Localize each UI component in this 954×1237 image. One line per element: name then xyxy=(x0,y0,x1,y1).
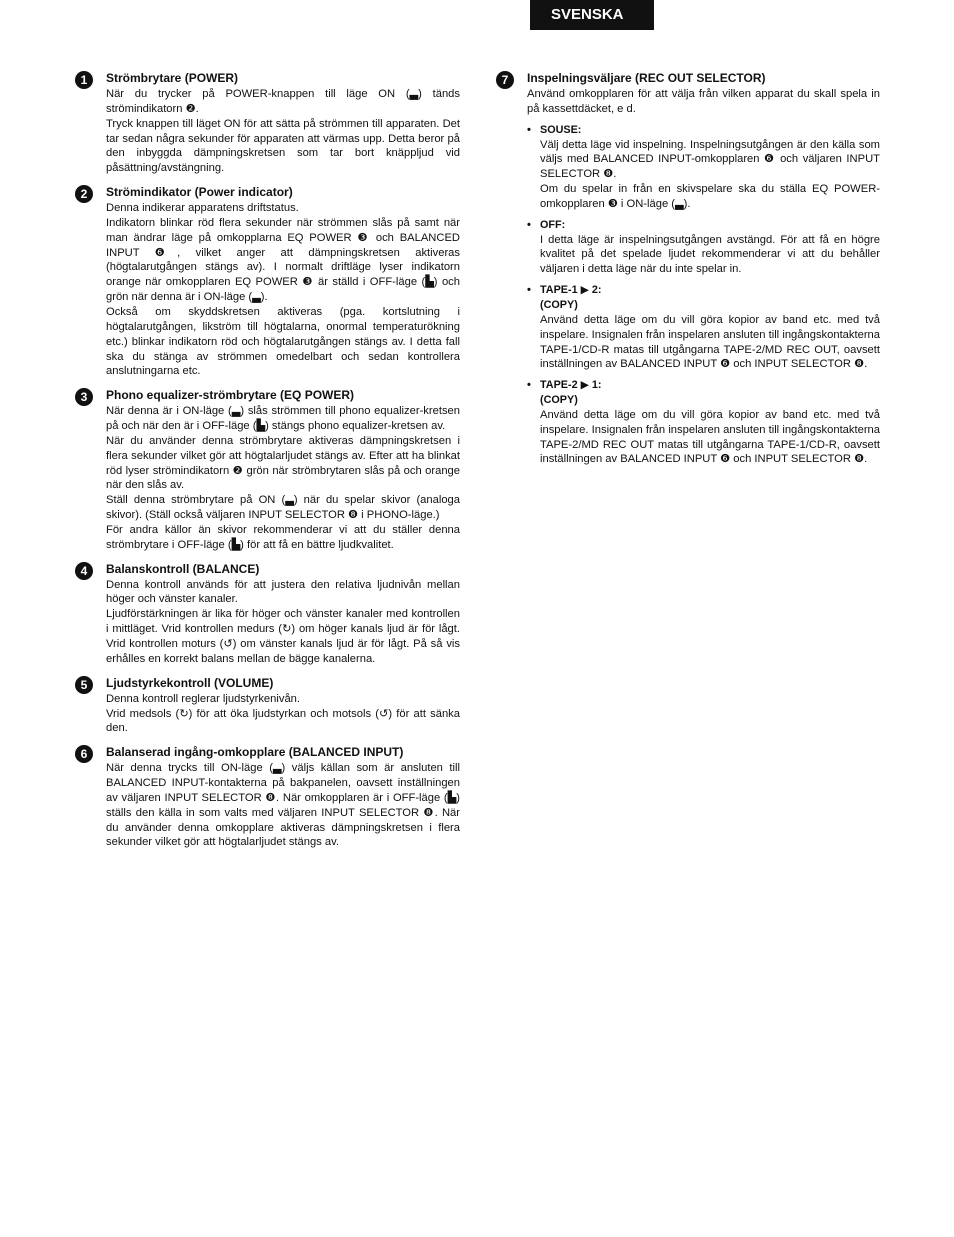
paragraph: När denna är i ON-läge (▃) slås strömmen till phono equalizer-kretsen på och när den är i OFF-läge (▙) stängs phono equalizer-kretsen av. xyxy=(106,405,460,433)
section-heading: Strömindikator (Power indicator) xyxy=(106,185,293,200)
bullet-title: SOUSE: xyxy=(540,123,582,136)
bullet-off xyxy=(527,218,880,277)
section-heading: Balanserad ingång-omkopplare (BALANCED INPUT) xyxy=(106,745,404,760)
paragraph: För andra källor än skivor rekommenderar vi att du ställer denna strömbrytare i OFF-läge (▙) för att få en bättre ljudkvalitet. xyxy=(106,523,460,551)
section-power-indicator xyxy=(75,184,460,379)
bullet-dot-icon: • xyxy=(527,379,531,392)
paragraph: Använd detta läge om du vill göra kopior av band etc. med två inspelare. Insignalen från inspelaren ansluten till ingångskontakterna TAPE-2/MD REC OUT matas till utgångarna TAPE-1/CD-R, oavsett inställningen av BALANCED INPUT ❻ och INPUT SELECTOR ❽. xyxy=(540,408,880,466)
section-heading: Strömbrytare (POWER) xyxy=(106,71,239,85)
section-number: 5 xyxy=(75,676,93,694)
section-rec-out-selector xyxy=(496,70,880,467)
section-number: 1 xyxy=(75,71,93,89)
bullet-title: OFF: xyxy=(540,218,566,231)
bullet-dot-icon: • xyxy=(527,218,531,231)
section-volume xyxy=(75,675,460,737)
paragraph: När denna trycks till ON-läge (▃) väljs källan som är ansluten till BALANCED INPUT-kontakterna på bakpanelen, oavsett inställningen av väljaren INPUT SELECTOR ❽. När omkopplaren är i OFF-läge (▙) ställs den källa in som valts med väljaren INPUT SELECTOR ❽. När du använder denna omkopplare aktiveras dämpningskretsen i flera sekunder vilket gör att högtalarljudet stängs av. xyxy=(106,762,460,849)
section-number: 7 xyxy=(496,71,514,89)
paragraph: Denna kontroll används för att justera den relativa ljudnivån mellan höger och vänster kanaler. xyxy=(106,578,460,606)
section-heading: Phono equalizer-strömbrytare (EQ POWER) xyxy=(106,388,355,403)
paragraph: När du använder denna strömbrytare aktiveras dämpningskretsen i flera sekunder vilket gör att högtalarljudet stängs av. Efter att ha blinkat röd lyser strömindikatorn ❷ grön när strömbrytaren slås på och orange när den slås av. xyxy=(106,434,460,492)
paragraph: Denna indikerar apparatens driftstatus. xyxy=(106,202,299,215)
section-heading: Inspelningsväljare (REC OUT SELECTOR) xyxy=(527,71,766,85)
bullet-title: TAPE-1 ▶ 2: xyxy=(540,284,602,297)
section-power-switch xyxy=(75,70,460,176)
left-column xyxy=(75,70,460,858)
section-number: 3 xyxy=(75,388,93,406)
bullet-dot-icon: • xyxy=(527,123,531,136)
section-balance xyxy=(75,561,460,667)
language-tab: SVENSKA xyxy=(530,0,654,30)
section-eq-power xyxy=(75,387,460,552)
section-number: 6 xyxy=(75,745,93,763)
paragraph: Vrid medsols (↻) för att öka ljudstyrkan och motsols (↺) för att sänka den. xyxy=(106,707,460,735)
bullet-source xyxy=(527,123,880,212)
bullet-tape1-to-2 xyxy=(527,283,880,372)
section-number: 2 xyxy=(75,185,93,203)
paragraph: Välj detta läge vid inspelning. Inspelningsutgången är den källa som väljs med BALANCED INPUT-omkopplaren ❻ och väljaren INPUT SELECTOR ❽. xyxy=(540,138,880,181)
paragraph: I detta läge är inspelningsutgången avstängd. För att få en högre kvalitet på det spelade ljudet rekommenderar vi att du behåller väljaren i detta läge när du inte spelar in. xyxy=(540,233,880,276)
paragraph: Denna kontroll reglerar ljudstyrkenivån. xyxy=(106,692,301,705)
section-heading: Ljudstyrkekontroll (VOLUME) xyxy=(106,675,274,690)
paragraph: Använd detta läge om du vill göra kopior av band etc. med två inspelare. Insignalen från inspelaren ansluten till ingångskontakterna TAPE-1/CD-R matas till utgångarna TAPE-2/MD REC OUT, oavsett inställningen av BALANCED INPUT ❻ och INPUT SELECTOR ❽. xyxy=(540,313,880,371)
paragraph: Om du spelar in från en skivspelare ska du ställa EQ POWER-omkopplaren ❸ i ON-läge (▃). xyxy=(540,183,880,210)
paragraph: Använd omkopplaren för att välja från vilken apparat du skall spela in på kassettdäcket, e d. xyxy=(527,88,880,115)
bullet-dot-icon: • xyxy=(527,284,531,297)
bullet-subtitle: (COPY) xyxy=(540,394,578,407)
paragraph: Ljudförstärkningen är lika för höger och vänster kanaler med kontrollen i mittläget. Vrid kontrollen medurs (↻) om höger kanals ljud är för lågt. Vrid kontrollen moturs (↺) om vänster kanals ljud är för lågt. På så vis erhålles en korrekt balans mellan de bägge kanalerna. xyxy=(106,608,460,665)
paragraph: När du trycker på POWER-knappen till läge ON (▃) tänds strömindikatorn ❷. xyxy=(106,88,460,115)
right-column xyxy=(496,70,880,475)
section-balanced-input xyxy=(75,744,460,850)
section-heading: Balanskontroll (BALANCE) xyxy=(106,561,260,576)
paragraph: Tryck knappen till läget ON för att sätta på strömmen till apparaten. Det tar sedan några sekunder för apparaten att värmas upp. Detta beror på den inbyggda dämpningskretsen som tar bort knäppljud vid påsättning/avstängning. xyxy=(106,117,460,175)
bullet-title: TAPE-2 ▶ 1: xyxy=(540,379,602,392)
paragraph: Ställ denna strömbrytare på ON (▃) när du spelar skivor (analoga skivor). (Ställ också väljaren INPUT SELECTOR ❽ i PHONO-läge.) xyxy=(106,494,460,522)
section-number: 4 xyxy=(75,562,93,580)
paragraph: Också om skyddskretsen aktiveras (pga. kortslutning i högtalarutgången, likström till högtalarna, onormal temperaturökning etc.) blinkar indikatorn röd och högtalarutgången stängs av. I detta fall ska du stänga av strömmen omedelbart och sedan kontrollera anslutningarna etc. xyxy=(106,305,460,378)
bullet-subtitle: (COPY) xyxy=(540,298,578,311)
bullet-tape2-to-1 xyxy=(527,378,880,467)
paragraph: Indikatorn blinkar röd flera sekunder när strömmen slås på samt när man ändrar läge på omkopplarna EQ POWER ❸ och BALANCED INPUT ❻, vilket anger att dämpningskretsen aktiveras (högtalarutgången stängs av). I normalt driftläge lyser indikatorn orange när omkopplaren EQ POWER ❸ är ställd i OFF-läge (▙) och grön när denna är i ON-läge (▃). xyxy=(106,216,460,304)
